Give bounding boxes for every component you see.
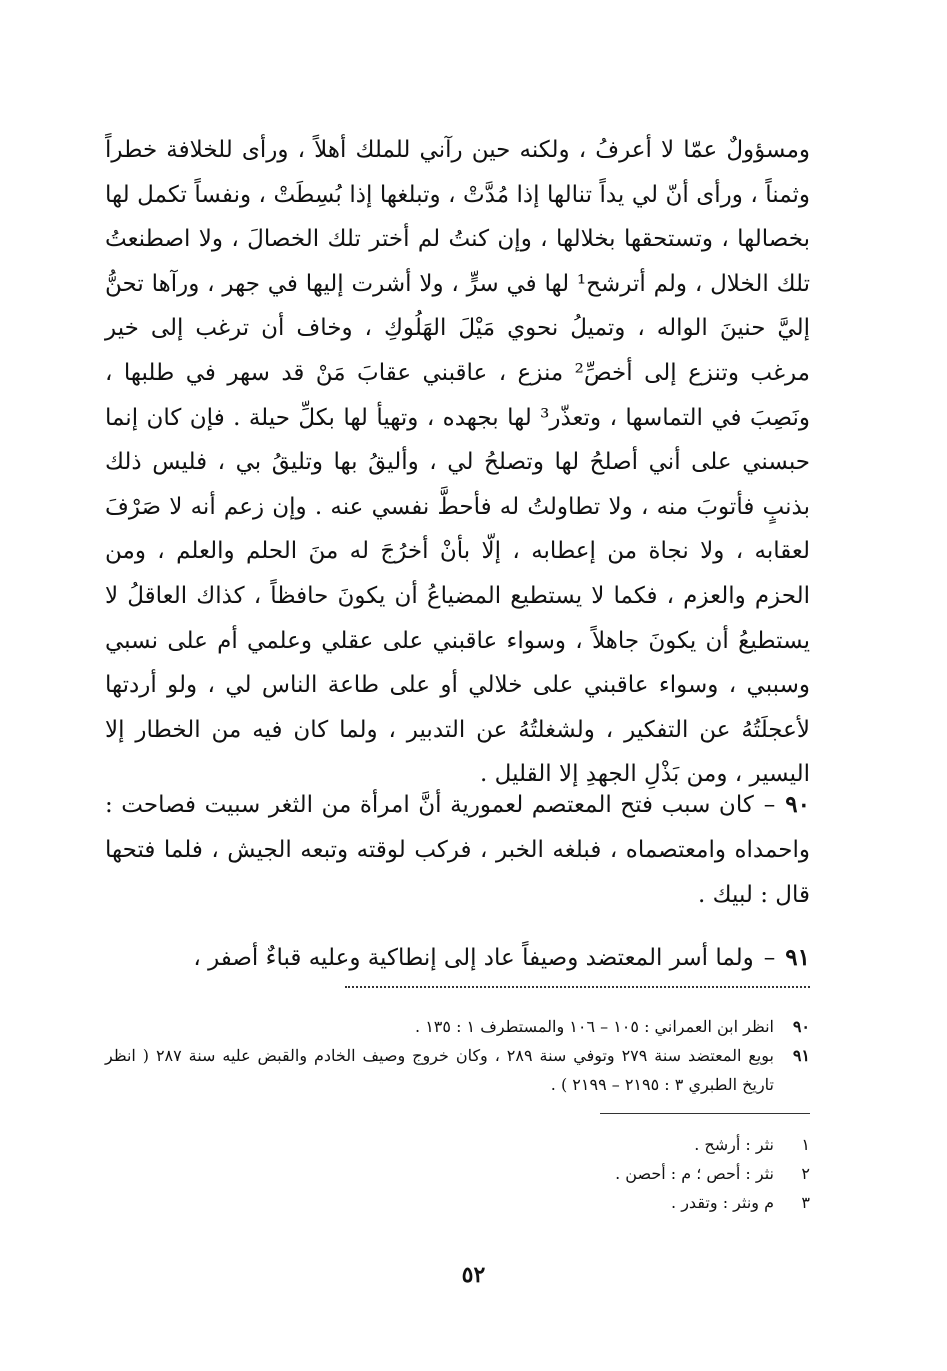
footnotes-list — [400, 1130, 810, 1217]
item-90 — [105, 782, 810, 918]
footnote-text: نثر : أحص ؛ م : أحصن . — [615, 1164, 774, 1183]
footnote-item — [400, 1159, 810, 1188]
reference-item — [105, 1041, 810, 1099]
reference-text: بويع المعتضد سنة ٢٧٩ وتوفي سنة ٢٨٩ ، وكان خروج وصيف الخادم والقبض عليه سنة ٢٨٧ ( انظر تاريخ الطبري ٣ : ٢١٩٥ – ٢١٩٩ ) . — [105, 1046, 775, 1094]
item-text: ولما أسر المعتضد وصيفاً عاد إلى إنطاكية وعليه قباءٌ أصفر ، — [193, 945, 754, 971]
footnote-number: ٢ — [801, 1164, 810, 1183]
main-paragraph: ومسؤولٌ عمّا لا أعرفُ ، ولكنه حين رآني للملك أهلاً ، ورأى للخلافة خطراً وثمناً ، ورأى أنّ لي يداً تنالها إذا مُدَّتْ ، وتبلغها إذا بُسِطَتْ ، ونفساً تكمل لها بخصالها ، وتستحقها بخلالها ، وإن كنتُ لم أختر تلك الخصالَ ، ولا اصطنعتُ تلك الخلال ، ولم أترشح¹ لها في سرٍّ ، ولا أشرت إليها في جهر ، ورآها تحنُّ إليَّ حنينَ الواله ، وتميلُ نحوي مَيْلَ الهَلُوكِ ، وخاف أن ترغب إلى خير مرغب وتنزع إلى أخصِّ² منزع ، عاقبني عقابَ مَنْ قد سهر في طلبها ، ونَصِبَ في التماسها ، وتعذّر³ لها بجهده ، وتهيأ لها بكلِّ حيلة . فإن كان إنما حبسني على أني أصلحُ لها وتصلحُ لي ، وأليقُ بها وتليقُ بي ، فليس ذلك بذنبٍ فأتوبَ منه ، ولا تطاولتُ له فأحطَّ نفسي عنه . وإن زعم أنه لا صَرْفَ لعقابه ، ولا نجاة من إعطابه ، إلّا بأنْ أخرُجَ له منَ الحلم والعلم ، ومن الحزم والعزم ، فكما لا يستطيع المضياعُ أن يكونَ حافظاً ، كذاك العاقلُ لا يستطيعُ أن يكونَ جاهلاً ، وسواء عاقبني على عقلي وعلمي أم على نسبي وسببي ، وسواء عاقبني على خلالي أو على طاعة الناس لي ، ولو أردتها لأعجلَتُهُ عن التفكير ، ولشغلتُهُ عن التدبير ، ولما كان فيه من الخطار إلا اليسير ، ومن بَذْلِ الجهدِ إلا القليل . — [105, 137, 810, 788]
footnote-number: ١ — [801, 1135, 810, 1154]
footnote-text: نثر : أرشح . — [694, 1135, 774, 1154]
item-text: كان سبب فتح المعتصم لعمورية أنَّ امرأة من الثغر سبيت فصاحت : واحمداه وامعتصماه ، فبلغه الخبر ، فركب لوقته وتبعه الجيش ، فلما فتحها قال : لبيك . — [105, 792, 810, 908]
footnote-item — [400, 1130, 810, 1159]
footnote-divider — [600, 1113, 810, 1114]
item-dash: – — [763, 945, 776, 971]
reference-text: انظر ابن العمراني : ١٠٥ – ١٠٦ والمستطرف ١ : ١٣٥ . — [415, 1017, 774, 1036]
page-number: ٥٢ — [461, 1262, 486, 1288]
footnote-number: ٣ — [801, 1193, 810, 1212]
item-number: ٩٠ — [785, 791, 810, 818]
reference-item — [105, 1012, 810, 1041]
item-number: ٩١ — [785, 944, 810, 971]
item-dash: – — [763, 792, 776, 818]
dotted-divider — [345, 986, 810, 988]
reference-number: ٩١ — [792, 1046, 810, 1065]
footnote-item — [400, 1188, 810, 1217]
footnote-text: م ونثر : وتقدر . — [671, 1193, 774, 1212]
references-list — [105, 1012, 810, 1099]
item-91 — [105, 935, 810, 981]
reference-number: ٩٠ — [792, 1017, 810, 1036]
